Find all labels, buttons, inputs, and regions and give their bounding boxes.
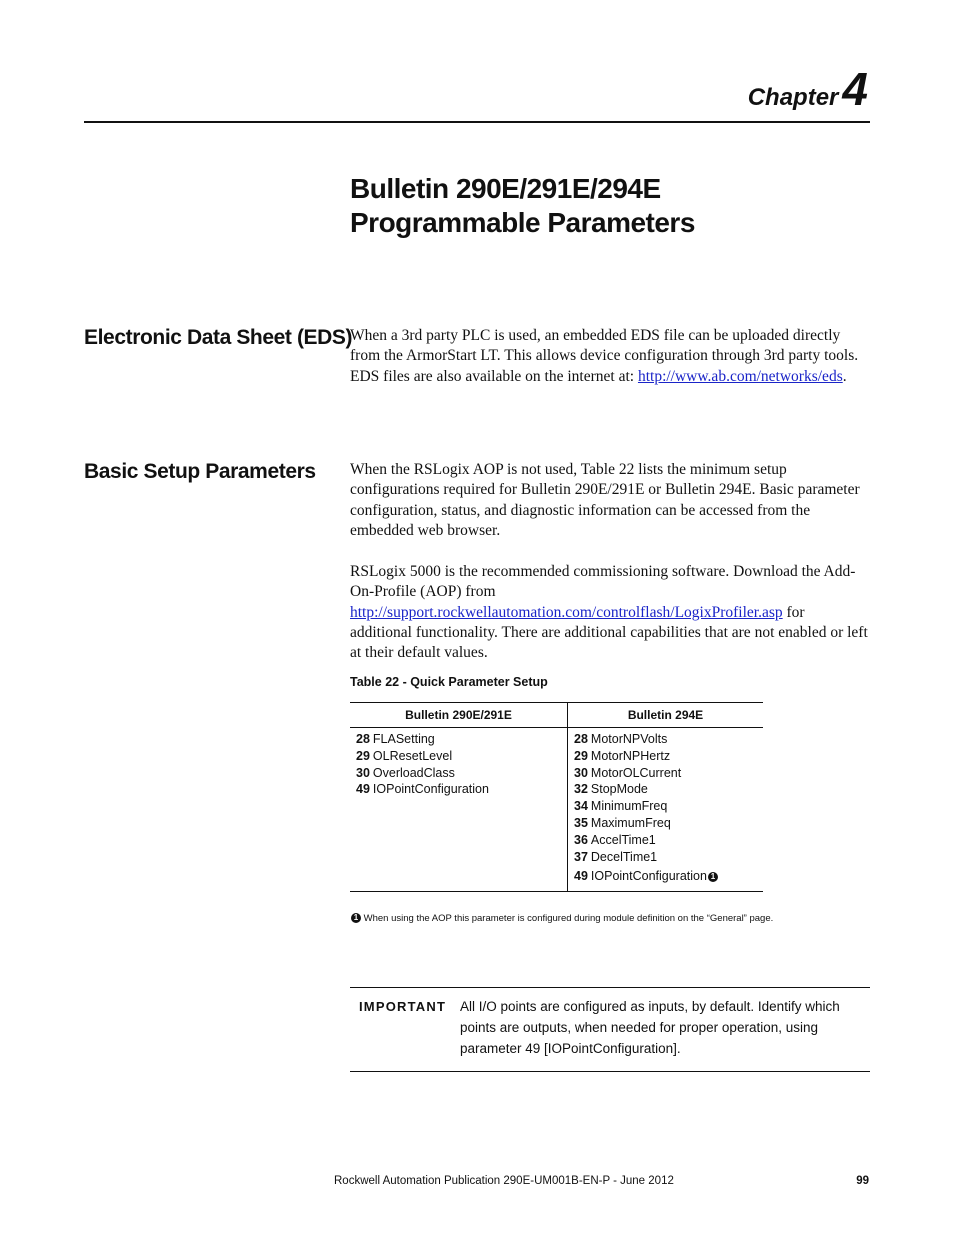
param-item — [356, 765, 561, 782]
param-item — [574, 798, 757, 815]
chapter-heading — [748, 62, 868, 116]
eds-paragraph — [350, 326, 868, 387]
param-number: 29 — [356, 748, 370, 763]
param-number: 35 — [574, 815, 588, 830]
page-title — [350, 172, 695, 240]
footer-publication: Rockwell Automation Publication 290E-UM001B-EN-P - June 2012 — [334, 1175, 674, 1187]
param-item — [574, 765, 757, 782]
param-name: FLASetting — [372, 732, 435, 746]
table-row — [350, 728, 763, 892]
param-number: 28 — [356, 732, 370, 746]
param-item — [574, 731, 757, 748]
param-name: MotorNPVolts — [590, 732, 668, 746]
param-item — [574, 849, 757, 866]
param-name: OverloadClass — [372, 765, 455, 780]
chapter-number: 4 — [842, 63, 868, 115]
col-290e-params — [350, 728, 568, 892]
param-item — [574, 781, 757, 798]
param-item — [574, 748, 757, 765]
param-name: AccelTime1 — [590, 832, 656, 847]
param-item — [574, 832, 757, 849]
table-footnote — [350, 913, 773, 924]
footnote-marker-icon: 1 — [708, 872, 718, 882]
param-item — [574, 815, 757, 832]
footnote-text: When using the AOP this parameter is configured during module definition on the “General” page. — [363, 913, 774, 924]
important-callout — [350, 987, 870, 1072]
page-number: 99 — [856, 1175, 869, 1187]
footnote-marker-icon: 1 — [351, 913, 361, 923]
param-item — [356, 748, 561, 765]
param-name: OLResetLevel — [372, 748, 453, 763]
param-item — [574, 868, 757, 885]
param-item — [356, 731, 561, 748]
important-text: All I/O points are configured as inputs, by default. Identify which points are outputs, when needed for proper operation, using parameter 49 [IOPointConfiguration]. — [460, 999, 840, 1056]
table-caption: Table 22 - Quick Parameter Setup — [350, 675, 548, 689]
aop-text-end: for additional functionality. There are additional capabilities that are not enabled or left at their default values. — [350, 603, 868, 662]
param-number: 29 — [574, 748, 588, 763]
param-number: 49 — [574, 869, 588, 884]
quick-parameter-table — [350, 702, 763, 892]
param-name: StopMode — [590, 782, 648, 797]
table-header-row — [350, 703, 763, 728]
important-label: IMPORTANT — [359, 999, 447, 1014]
aop-text: RSLogix 5000 is the recommended commissioning software. Download the Add-On-Profile (AOP) from — [350, 563, 856, 601]
param-number: 37 — [574, 849, 588, 864]
chapter-rule — [84, 121, 870, 123]
param-name: IOPointConfiguration — [590, 869, 707, 884]
param-number: 34 — [574, 799, 588, 814]
eds-text: When a 3rd party PLC is used, an embedded EDS file can be uploaded directly from the ArmorStart LT. This allows device configuration through 3rd party tools. EDS files are also available on the internet at: — [350, 327, 859, 385]
param-item — [356, 781, 561, 798]
eds-text-end: . — [842, 367, 847, 385]
param-number: 49 — [356, 782, 370, 797]
aop-download-link[interactable]: http://support.rockwellautomation.com/controlflash/LogixProfiler.asp — [350, 603, 783, 621]
col-294e-params — [568, 728, 764, 892]
title-line-1: Bulletin 290E/291E/294E — [350, 173, 661, 204]
eds-section-heading: Electronic Data Sheet (EDS) — [84, 326, 353, 349]
param-number: 32 — [574, 782, 588, 797]
header-294e: Bulletin 294E — [568, 703, 764, 728]
eds-link[interactable]: http://www.ab.com/networks/eds — [637, 367, 843, 385]
param-name: DecelTime1 — [590, 849, 658, 864]
param-number: 28 — [574, 732, 588, 746]
param-name: MotorOLCurrent — [590, 765, 682, 780]
param-number: 36 — [574, 832, 588, 847]
param-name: IOPointConfiguration — [372, 782, 489, 797]
param-name: MaximumFreq — [590, 815, 671, 830]
chapter-label: Chapter — [747, 84, 839, 111]
basic-paragraph-1: When the RSLogix AOP is not used, Table 22 lists the minimum setup configurations required for Bulletin 290E/291E or Bulletin 294E. Basic parameter configuration, status, and diagnostic information can be accessed from the embedded web browser. — [350, 461, 860, 539]
header-290e-291e: Bulletin 290E/291E — [350, 703, 568, 728]
param-name: MotorNPHertz — [590, 748, 671, 763]
param-number: 30 — [574, 765, 588, 780]
param-number: 30 — [356, 765, 370, 780]
title-line-2: Programmable Parameters — [350, 207, 695, 238]
basic-paragraph-2 — [350, 562, 868, 663]
param-name: MinimumFreq — [590, 799, 668, 814]
basic-setup-heading: Basic Setup Parameters — [84, 460, 316, 483]
